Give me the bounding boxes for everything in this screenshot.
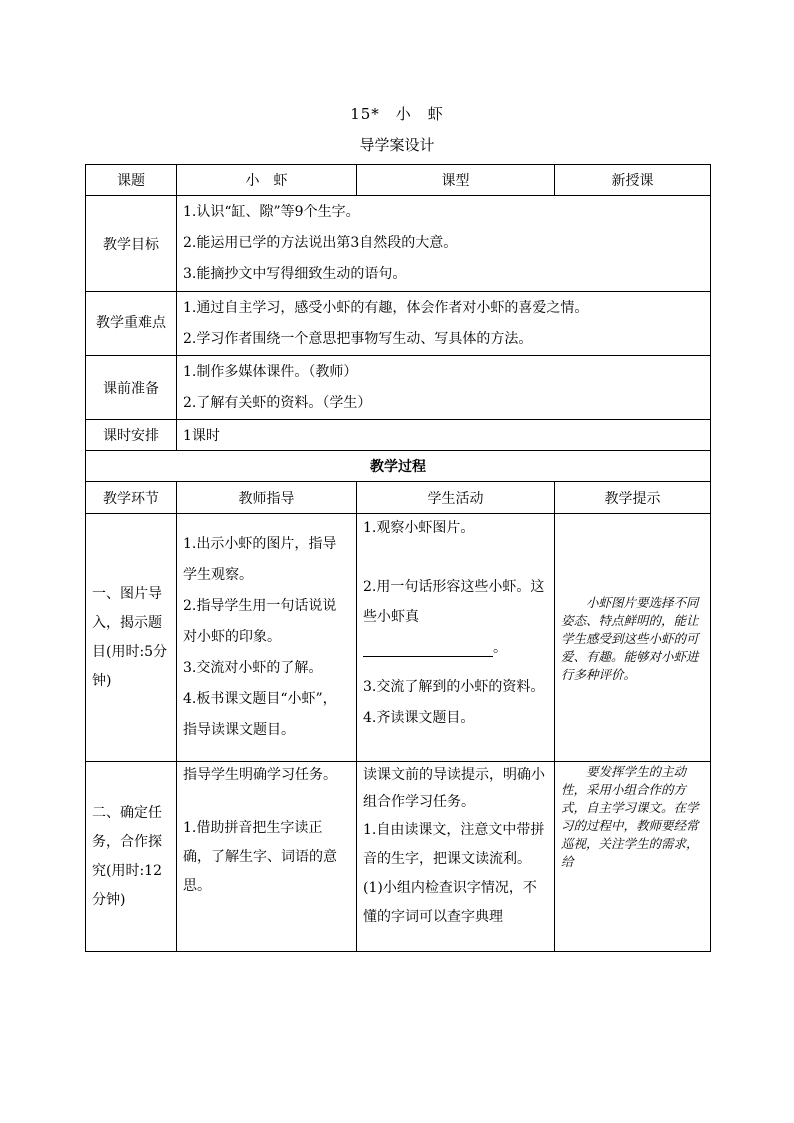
- column-header: 教学环节: [86, 482, 177, 514]
- column-header: 教学提示: [555, 482, 711, 514]
- process-header-row: [86, 482, 711, 514]
- fill-blank-line: 。: [363, 632, 548, 664]
- time-row: [86, 420, 711, 451]
- tip-cell: 小虾图片要选择不同姿态、特点鲜明的，能让学生感受到这些小虾的可爱、有趣。能够对小虾进行多种评价。: [555, 514, 711, 762]
- tip-cell: 要发挥学生的主动性，采用小组合作的方式，自主学习课文。在学习的过程中，教师要经常巡视，关注学生的需求，给: [555, 762, 711, 952]
- prep-list: [177, 356, 711, 420]
- keypoints-label: 教学重难点: [86, 292, 177, 356]
- page-title: 15* 小 虾: [350, 105, 444, 123]
- column-header: 学生活动: [357, 482, 555, 514]
- keypoints-list: [177, 292, 711, 356]
- time-value: 1课时: [177, 420, 711, 451]
- page-subtitle: 导学案设计: [359, 136, 435, 154]
- goals-list: [177, 196, 711, 292]
- keypoint-item: 2.学习作者围绕一个意思把事物写生动、写具体的方法。: [183, 330, 533, 347]
- topic-label: 课题: [86, 165, 177, 196]
- student-item: 读课文前的导读提示，明确小组合作学习任务。: [363, 767, 545, 810]
- keypoint-item: 1.通过自主学习，感受小虾的有趣，体会作者对小虾的喜爱之情。: [183, 299, 589, 316]
- prep-item: 1.制作多媒体课件。（教师）: [183, 363, 358, 380]
- prep-item: 2.了解有关虾的资料。（学生）: [183, 394, 372, 411]
- column-header: 教师指导: [177, 482, 357, 514]
- topic-value: 小 虾: [177, 165, 357, 196]
- teacher-item: 1.出示小虾的图片，指导学生观察。: [183, 536, 337, 583]
- time-label: 课时安排: [86, 420, 177, 451]
- lesson-plan-table: [85, 164, 711, 952]
- teacher-item: 1.借助拼音把生字读正确，了解生字、词语的意思。: [183, 820, 337, 894]
- teacher-item: 4.板书课文题目“小虾”，指导读课文题目。: [183, 691, 337, 738]
- stage-cell: 二、确定任务，合作探究(用时:12分钟): [86, 762, 177, 952]
- process-heading-row: [86, 451, 711, 482]
- process-row: [86, 762, 711, 952]
- goal-item: 3.能摘抄文中写得细致生动的语句。: [183, 266, 407, 282]
- student-item: 3.交流了解到的小虾的资料。: [363, 679, 545, 695]
- goals-label: 教学目标: [86, 196, 177, 292]
- stage-cell: 一、图片导入，揭示题目(用时:5分钟): [86, 514, 177, 762]
- keypoints-row: [86, 292, 711, 356]
- student-cell: [357, 514, 555, 762]
- student-item: 2.用一句话形容这些小虾。这些小虾真: [363, 579, 545, 625]
- topic-row: [86, 165, 711, 196]
- prep-label: 课前准备: [86, 356, 177, 420]
- student-cell: [357, 762, 555, 952]
- student-item: 1.观察小虾图片。: [363, 520, 475, 536]
- process-row: [86, 514, 711, 762]
- type-label: 课型: [357, 165, 555, 196]
- goal-item: 2.能运用已学的方法说出第3自然段的大意。: [183, 235, 458, 251]
- student-item: 4.齐读课文题目。: [363, 710, 475, 726]
- teacher-item: 3.交流对小虾的了解。: [183, 660, 323, 676]
- student-item: 1.自由读课文，注意文中带拼音的生字，把课文读流利。: [363, 822, 545, 867]
- teacher-item: 指导学生明确学习任务。: [183, 767, 337, 783]
- process-heading: 教学过程: [86, 451, 711, 482]
- goal-item: 1.认识“缸、隙”等9个生字。: [183, 204, 360, 220]
- goals-row: [86, 196, 711, 292]
- type-value: 新授课: [555, 165, 711, 196]
- teacher-cell: [177, 514, 357, 762]
- prep-row: [86, 356, 711, 420]
- student-item: (1)小组内检查识字情况，不懂的字词可以查字典理: [363, 880, 537, 925]
- teacher-item: 2.指导学生用一句话说说对小虾的印象。: [183, 598, 337, 645]
- teacher-cell: [177, 762, 357, 952]
